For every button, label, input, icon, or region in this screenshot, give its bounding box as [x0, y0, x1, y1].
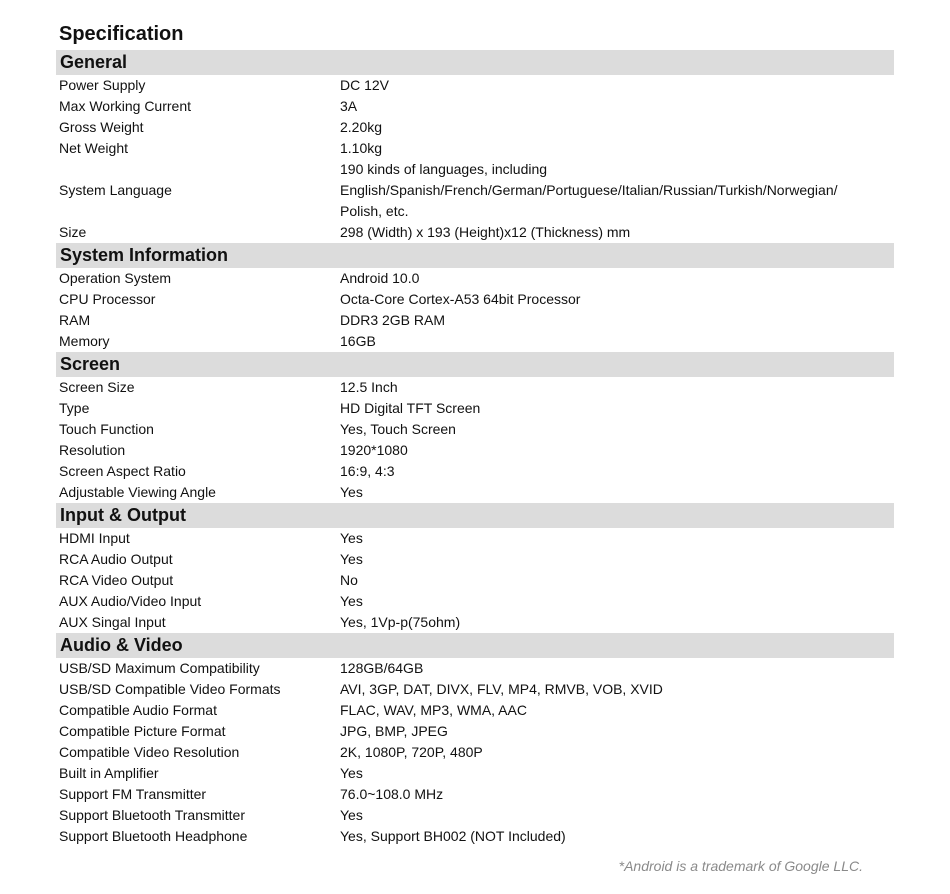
spec-label: Gross Weight: [59, 119, 144, 135]
page-title: Specification: [59, 23, 184, 45]
spec-label-cell: [56, 96, 340, 117]
spec-row: [56, 75, 894, 96]
spec-label-cell: [56, 117, 340, 138]
spec-row: [56, 591, 894, 612]
spec-row: [56, 440, 894, 461]
spec-row: [56, 805, 894, 826]
spec-value: 298 (Width) x 193 (Height)x12 (Thickness) mm: [340, 224, 631, 240]
spec-value-cell: [340, 700, 894, 721]
spec-label: Support Bluetooth Headphone: [59, 828, 248, 844]
trademark-footnote: *Android is a trademark of Google LLC.: [618, 858, 863, 874]
section-header: System Information: [56, 243, 894, 268]
spec-section: [56, 633, 894, 847]
spec-label-cell: [56, 268, 340, 289]
spec-row: [56, 159, 894, 222]
spec-label: Max Working Current: [59, 98, 192, 114]
spec-value: No: [340, 572, 358, 588]
spec-value-cell: [340, 612, 894, 633]
spec-label-cell: [56, 419, 340, 440]
spec-value: 2K, 1080P, 720P, 480P: [340, 744, 483, 760]
spec-value: Yes, Support BH002 (NOT Included): [340, 828, 566, 844]
spec-label-cell: [56, 805, 340, 826]
spec-label: Built in Amplifier: [59, 765, 159, 781]
spec-value-cell: [340, 289, 894, 310]
spec-label-cell: [56, 658, 340, 679]
spec-row: [56, 96, 894, 117]
spec-value-cell: [340, 138, 894, 159]
spec-row: [56, 482, 894, 503]
spec-label-cell: [56, 482, 340, 503]
spec-label-cell: [56, 377, 340, 398]
spec-label-cell: [56, 700, 340, 721]
spec-value: Yes: [340, 484, 363, 500]
spec-label: AUX Singal Input: [59, 614, 166, 630]
spec-label: Compatible Picture Format: [59, 723, 226, 739]
spec-value-cell: [340, 658, 894, 679]
spec-value-cell: [340, 591, 894, 612]
spec-row: [56, 679, 894, 700]
spec-table: [56, 50, 894, 847]
spec-label-cell: [56, 826, 340, 847]
spec-label: CPU Processor: [59, 291, 156, 307]
section-header: Input & Output: [56, 503, 894, 528]
spec-label-cell: [56, 398, 340, 419]
spec-row: [56, 419, 894, 440]
spec-value-cell: [340, 331, 894, 352]
spec-value-cell: [340, 679, 894, 700]
spec-label: Power Supply: [59, 77, 146, 93]
spec-label-cell: [56, 679, 340, 700]
spec-value-cell: [340, 721, 894, 742]
spec-value: AVI, 3GP, DAT, DIVX, FLV, MP4, RMVB, VOB, XVID: [340, 681, 663, 697]
spec-value-cell: [340, 75, 894, 96]
spec-section: [56, 503, 894, 633]
spec-label: Size: [59, 224, 87, 240]
spec-value-cell: [340, 268, 894, 289]
spec-value: JPG, BMP, JPEG: [340, 723, 448, 739]
spec-row: [56, 763, 894, 784]
spec-value-cell: [340, 222, 894, 243]
spec-value-cell: [340, 96, 894, 117]
spec-row: [56, 700, 894, 721]
spec-value-cell: [340, 482, 894, 503]
spec-row: [56, 721, 894, 742]
spec-label: Touch Function: [59, 421, 154, 437]
spec-label: RCA Video Output: [59, 572, 174, 588]
spec-label: Type: [59, 400, 90, 416]
spec-row: [56, 331, 894, 352]
spec-value-cell: [340, 784, 894, 805]
spec-value-cell: [340, 742, 894, 763]
spec-row: [56, 826, 894, 847]
spec-value-cell: [340, 549, 894, 570]
spec-row: [56, 310, 894, 331]
section-header: Audio & Video: [56, 633, 894, 658]
spec-section: [56, 243, 894, 352]
spec-value-cell: [340, 117, 894, 138]
spec-label-cell: [56, 570, 340, 591]
spec-value-cell: [340, 528, 894, 549]
spec-label-cell: [56, 549, 340, 570]
spec-label-cell: [56, 331, 340, 352]
spec-label-cell: [56, 75, 340, 96]
spec-value-cell: [340, 763, 894, 784]
spec-label: Compatible Audio Format: [59, 702, 217, 718]
spec-value: Yes: [340, 807, 363, 823]
spec-row: [56, 268, 894, 289]
spec-label: Operation System: [59, 270, 172, 286]
spec-label-cell: [56, 289, 340, 310]
spec-value: 2.20kg: [340, 119, 383, 135]
spec-value-cell: [340, 826, 894, 847]
spec-value: 16:9, 4:3: [340, 463, 395, 479]
spec-label-cell: [56, 742, 340, 763]
spec-label-cell: [56, 528, 340, 549]
spec-row: [56, 377, 894, 398]
spec-row: [56, 549, 894, 570]
spec-label: Support FM Transmitter: [59, 786, 207, 802]
spec-label: Memory: [59, 333, 110, 349]
spec-value: Octa-Core Cortex-A53 64bit Processor: [340, 291, 581, 307]
spec-label: HDMI Input: [59, 530, 130, 546]
spec-row: [56, 398, 894, 419]
spec-value: Polish, etc.: [340, 203, 409, 219]
spec-row: [56, 612, 894, 633]
spec-value: DDR3 2GB RAM: [340, 312, 446, 328]
spec-row: [56, 138, 894, 159]
spec-label: Net Weight: [59, 140, 128, 156]
spec-value: 3A: [340, 98, 358, 114]
spec-label-cell: [56, 591, 340, 612]
spec-value-cell: [340, 570, 894, 591]
spec-label-cell: [56, 721, 340, 742]
spec-row: [56, 784, 894, 805]
spec-label-cell: [56, 222, 340, 243]
spec-value: Yes: [340, 593, 363, 609]
spec-value: 190 kinds of languages, including: [340, 161, 548, 177]
spec-label: Compatible Video Resolution: [59, 744, 240, 760]
spec-label: Adjustable Viewing Angle: [59, 484, 216, 500]
spec-value: DC 12V: [340, 77, 390, 93]
spec-value-cell: [340, 805, 894, 826]
spec-label: Screen Aspect Ratio: [59, 463, 186, 479]
spec-row: [56, 222, 894, 243]
spec-value: English/Spanish/French/German/Portuguese/Italian/Russian/Turkish/Norwegian/: [340, 182, 838, 198]
spec-value-cell: [340, 440, 894, 461]
spec-label: USB/SD Compatible Video Formats: [59, 681, 281, 697]
spec-value: Android 10.0: [340, 270, 420, 286]
spec-value: FLAC, WAV, MP3, WMA, AAC: [340, 702, 527, 718]
spec-label-cell: [56, 763, 340, 784]
spec-row: [56, 742, 894, 763]
spec-value-cell: [340, 398, 894, 419]
spec-label: RAM: [59, 312, 91, 328]
spec-label-cell: [56, 310, 340, 331]
spec-value: 12.5 Inch: [340, 379, 398, 395]
section-header: Screen: [56, 352, 894, 377]
section-header: General: [56, 50, 894, 75]
spec-value: 1920*1080: [340, 442, 408, 458]
spec-value-cell: [340, 310, 894, 331]
spec-value: HD Digital TFT Screen: [340, 400, 481, 416]
spec-value: Yes, 1Vp-p(75ohm): [340, 614, 461, 630]
spec-section: [56, 50, 894, 243]
spec-row: [56, 528, 894, 549]
spec-label-cell: [56, 461, 340, 482]
spec-row: [56, 461, 894, 482]
spec-label-cell: [56, 440, 340, 461]
spec-value-cell: [340, 377, 894, 398]
spec-label-cell: [56, 784, 340, 805]
spec-value: 76.0~108.0 MHz: [340, 786, 444, 802]
spec-label-cell: [56, 138, 340, 159]
spec-row: [56, 117, 894, 138]
spec-label: AUX Audio/Video Input: [59, 593, 202, 609]
spec-label: USB/SD Maximum Compatibility: [59, 660, 260, 676]
spec-value: Yes: [340, 765, 363, 781]
spec-label: RCA Audio Output: [59, 551, 173, 567]
spec-value: 128GB/64GB: [340, 660, 424, 676]
spec-label-cell: [56, 612, 340, 633]
spec-label: System Language: [59, 182, 172, 198]
spec-row: [56, 658, 894, 679]
spec-row: [56, 570, 894, 591]
spec-label-cell: [56, 159, 340, 222]
spec-value: Yes: [340, 530, 363, 546]
spec-label: Resolution: [59, 442, 126, 458]
spec-label: Screen Size: [59, 379, 135, 395]
spec-value-cell: [340, 461, 894, 482]
spec-label: Support Bluetooth Transmitter: [59, 807, 245, 823]
spec-section: [56, 352, 894, 503]
spec-value: 1.10kg: [340, 140, 383, 156]
spec-value-cell: [340, 159, 894, 222]
spec-value-cell: [340, 419, 894, 440]
spec-row: [56, 289, 894, 310]
spec-value: Yes: [340, 551, 363, 567]
spec-value: 16GB: [340, 333, 376, 349]
spec-value: Yes, Touch Screen: [340, 421, 456, 437]
